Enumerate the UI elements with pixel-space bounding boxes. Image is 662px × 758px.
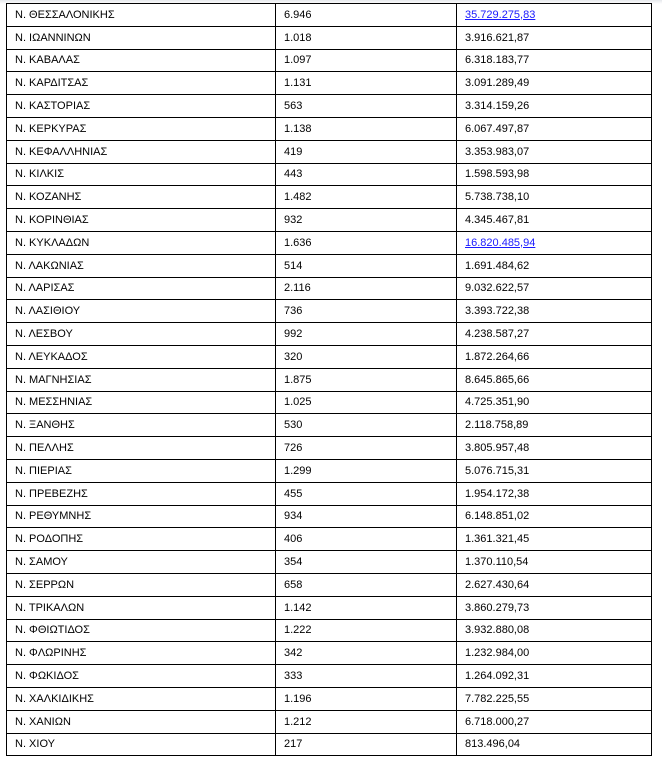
table-row [7,414,652,437]
prefecture-name-cell: Ν. ΣΑΜΟΥ [7,551,276,574]
table-row [7,505,652,528]
table-row [7,482,652,505]
table-row [7,95,652,118]
count-cell: 1.222 [276,619,457,642]
amount-cell: 5.738.738,10 [457,186,652,209]
table-row [7,231,652,254]
count-cell: 6.946 [276,4,457,27]
prefecture-name-cell: Ν. ΙΩΑΝΝΙΝΩΝ [7,26,276,49]
amount-cell: 1.232.984,00 [457,642,652,665]
prefecture-name-cell: Ν. ΧΑΛΚΙΔΙΚΗΣ [7,687,276,710]
count-cell: 342 [276,642,457,665]
count-cell: 1.097 [276,49,457,72]
table-row [7,140,652,163]
count-cell: 1.636 [276,231,457,254]
table-row [7,733,652,756]
table-row [7,710,652,733]
table-row [7,551,652,574]
amount-cell: 3.314.159,26 [457,95,652,118]
prefecture-name-cell: Ν. ΚΑΣΤΟΡΙΑΣ [7,95,276,118]
count-cell: 514 [276,254,457,277]
amount-link[interactable]: 16.820.485,94 [465,236,536,249]
prefecture-name-cell: Ν. ΚΥΚΛΑΔΩΝ [7,231,276,254]
prefecture-name-cell: Ν. ΛΕΥΚΑΔΟΣ [7,345,276,368]
amount-cell: 4.345.467,81 [457,209,652,232]
amount-cell: 3.805.957,48 [457,437,652,460]
table-row [7,619,652,642]
table-row [7,665,652,688]
prefecture-name-cell: Ν. ΚΑΡΔΙΤΣΑΣ [7,72,276,95]
table-row [7,49,652,72]
count-cell: 530 [276,414,457,437]
count-cell: 934 [276,505,457,528]
count-cell: 1.212 [276,710,457,733]
amount-cell[interactable] [457,231,652,254]
table-row [7,573,652,596]
prefecture-name-cell: Ν. ΚΑΒΑΛΑΣ [7,49,276,72]
prefecture-name-cell: Ν. ΚΕΡΚΥΡΑΣ [7,117,276,140]
table-body [7,4,652,756]
prefecture-name-cell: Ν. ΛΕΣΒΟΥ [7,323,276,346]
count-cell: 406 [276,528,457,551]
amount-cell: 2.627.430,64 [457,573,652,596]
amount-cell: 1.691.484,62 [457,254,652,277]
prefecture-name-cell: Ν. ΛΑΡΙΣΑΣ [7,277,276,300]
amount-cell: 1.598.593,98 [457,163,652,186]
count-cell: 992 [276,323,457,346]
count-cell: 1.018 [276,26,457,49]
prefecture-name-cell: Ν. ΧΑΝΙΩΝ [7,710,276,733]
amount-cell: 1.370.110,54 [457,551,652,574]
prefecture-name-cell: Ν. ΛΑΚΩΝΙΑΣ [7,254,276,277]
count-cell: 2.116 [276,277,457,300]
amount-cell: 6.148.851,02 [457,505,652,528]
table-row [7,117,652,140]
table-row [7,687,652,710]
count-cell: 455 [276,482,457,505]
prefecture-name-cell: Ν. ΦΩΚΙΔΟΣ [7,665,276,688]
prefecture-name-cell: Ν. ΤΡΙΚΑΛΩΝ [7,596,276,619]
count-cell: 658 [276,573,457,596]
prefecture-name-cell: Ν. ΣΕΡΡΩΝ [7,573,276,596]
count-cell: 932 [276,209,457,232]
amount-cell: 6.318.183,77 [457,49,652,72]
count-cell: 217 [276,733,457,756]
amount-cell: 2.118.758,89 [457,414,652,437]
table-row [7,391,652,414]
prefecture-name-cell: Ν. ΛΑΣΙΘΙΟΥ [7,300,276,323]
prefecture-name-cell: Ν. ΡΕΘΥΜΝΗΣ [7,505,276,528]
table-row [7,4,652,27]
prefecture-table [6,3,652,756]
prefecture-name-cell: Ν. ΜΑΓΝΗΣΙΑΣ [7,368,276,391]
amount-cell[interactable] [457,4,652,27]
table-row [7,459,652,482]
prefecture-name-cell: Ν. ΚΕΦΑΛΛΗΝΙΑΣ [7,140,276,163]
table-row [7,345,652,368]
amount-cell: 3.860.279,73 [457,596,652,619]
amount-cell: 1.264.092,31 [457,665,652,688]
count-cell: 320 [276,345,457,368]
prefecture-name-cell: Ν. ΧΙΟΥ [7,733,276,756]
count-cell: 1.131 [276,72,457,95]
prefecture-name-cell: Ν. ΡΟΔΟΠΗΣ [7,528,276,551]
count-cell: 1.196 [276,687,457,710]
amount-cell: 1.954.172,38 [457,482,652,505]
count-cell: 1.482 [276,186,457,209]
prefecture-name-cell: Ν. ΘΕΣΣΑΛΟΝΙΚΗΣ [7,4,276,27]
amount-cell: 4.725.351,90 [457,391,652,414]
count-cell: 443 [276,163,457,186]
table-row [7,163,652,186]
count-cell: 1.025 [276,391,457,414]
table-row [7,323,652,346]
count-cell: 563 [276,95,457,118]
count-cell: 1.138 [276,117,457,140]
amount-cell: 5.076.715,31 [457,459,652,482]
table-row [7,209,652,232]
table-row [7,596,652,619]
count-cell: 354 [276,551,457,574]
amount-cell: 813.496,04 [457,733,652,756]
amount-cell: 8.645.865,66 [457,368,652,391]
count-cell: 1.875 [276,368,457,391]
count-cell: 333 [276,665,457,688]
table-row [7,528,652,551]
amount-cell: 3.932.880,08 [457,619,652,642]
count-cell: 726 [276,437,457,460]
prefecture-name-cell: Ν. ΚΙΛΚΙΣ [7,163,276,186]
amount-cell: 7.782.225,55 [457,687,652,710]
count-cell: 419 [276,140,457,163]
count-cell: 1.142 [276,596,457,619]
amount-cell: 3.916.621,87 [457,26,652,49]
amount-cell: 6.718.000,27 [457,710,652,733]
amount-cell: 4.238.587,27 [457,323,652,346]
prefecture-name-cell: Ν. ΦΛΩΡΙΝΗΣ [7,642,276,665]
amount-cell: 1.872.264,66 [457,345,652,368]
table-row [7,437,652,460]
table-row [7,642,652,665]
table-row [7,277,652,300]
amount-cell: 3.091.289,49 [457,72,652,95]
amount-cell: 3.393.722,38 [457,300,652,323]
count-cell: 1.299 [276,459,457,482]
prefecture-name-cell: Ν. ΜΕΣΣΗΝΙΑΣ [7,391,276,414]
amount-cell: 6.067.497,87 [457,117,652,140]
table-row [7,186,652,209]
amount-cell: 1.361.321,45 [457,528,652,551]
prefecture-name-cell: Ν. ΠΙΕΡΙΑΣ [7,459,276,482]
prefecture-name-cell: Ν. ΦΘΙΩΤΙΔΟΣ [7,619,276,642]
count-cell: 736 [276,300,457,323]
prefecture-name-cell: Ν. ΞΑΝΘΗΣ [7,414,276,437]
table-row [7,26,652,49]
table-row [7,368,652,391]
prefecture-name-cell: Ν. ΚΟΖΑΝΗΣ [7,186,276,209]
amount-link[interactable]: 35.729.275,83 [465,8,536,21]
table-row [7,300,652,323]
table-row [7,254,652,277]
amount-cell: 9.032.622,57 [457,277,652,300]
prefecture-name-cell: Ν. ΚΟΡΙΝΘΙΑΣ [7,209,276,232]
amount-cell: 3.353.983,07 [457,140,652,163]
prefecture-name-cell: Ν. ΠΡΕΒΕΖΗΣ [7,482,276,505]
table-row [7,72,652,95]
prefecture-name-cell: Ν. ΠΕΛΛΗΣ [7,437,276,460]
